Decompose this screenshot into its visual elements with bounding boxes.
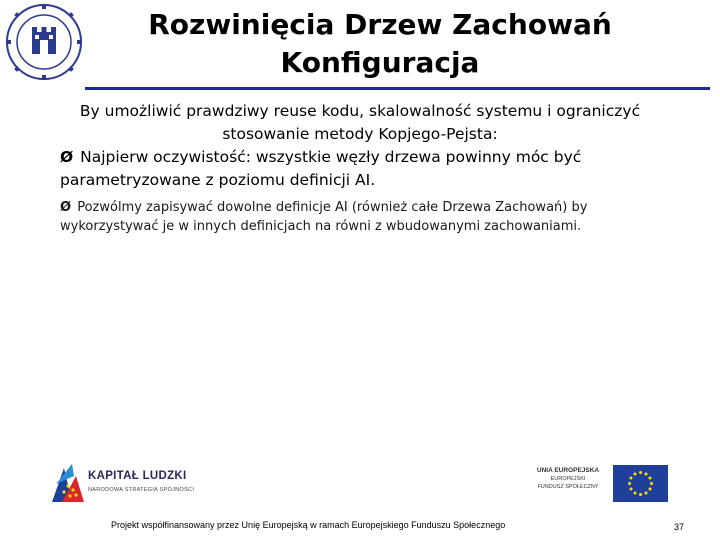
university-seal-icon — [4, 2, 84, 82]
eu-star-icon — [629, 477, 632, 480]
eu-star-icon — [628, 482, 631, 485]
bullet-arrow-icon: Ø — [60, 148, 74, 166]
eu-fund-label — [526, 466, 610, 491]
eu-label-line-2: EUROPEJSKI — [550, 476, 586, 482]
funding-note: Projekt współfinansowany przez Unię Europejską w ramach Europejskiego Funduszu Społecznego — [111, 520, 506, 530]
bullet-2 — [60, 198, 660, 236]
title-divider — [85, 87, 710, 90]
eu-star-icon — [645, 492, 648, 495]
eu-star-icon — [650, 482, 653, 485]
eu-star-icon — [634, 492, 637, 495]
slide-title — [110, 6, 650, 82]
title-line-2: Konfiguracja — [280, 46, 480, 79]
bullet-arrow-icon: Ø — [60, 200, 72, 215]
eu-star-icon — [639, 471, 642, 474]
eu-label-line-1: UNIA EUROPEJSKA — [536, 467, 600, 474]
kapital-ludzki-logo-icon — [50, 462, 200, 504]
eu-star-icon — [649, 477, 652, 480]
bullet-1 — [60, 146, 660, 192]
eu-star-icon — [634, 472, 637, 475]
kapital-ludzki-name: KAPITAŁ LUDZKI — [88, 470, 187, 482]
page-number: 37 — [674, 522, 685, 532]
title-line-1: Rozwinięcia Drzew Zachowań — [148, 8, 612, 41]
eu-star-icon — [639, 493, 642, 496]
eu-star-icon — [645, 472, 648, 475]
bullet-1-text: Najpierw oczywistość: wszystkie węzły drzewa powinny móc być parametryzowane z poziomu definicji AI. — [60, 148, 582, 189]
eu-flag-icon — [613, 465, 668, 502]
eu-star-icon — [629, 488, 632, 491]
kapital-ludzki-subtitle: NARODOWA STRATEGIA SPÓJNOŚCI — [88, 487, 195, 493]
eu-label-line-3: FUNDUSZ SPOŁECZNY — [537, 484, 599, 490]
intro-paragraph: By umożliwić prawdziwy reuse kodu, skalowalność systemu i ograniczyć stosowanie metody Kopjego-Pejsta: — [79, 102, 641, 143]
eu-star-icon — [649, 488, 652, 491]
bullet-2-text: Pozwólmy zapisywać dowolne definicje AI (również całe Drzewa Zachowań) by wykorzystywać je w innych definicjach na równi z wbudowanymi zachowaniami. — [60, 200, 588, 234]
slide-body — [60, 100, 660, 236]
